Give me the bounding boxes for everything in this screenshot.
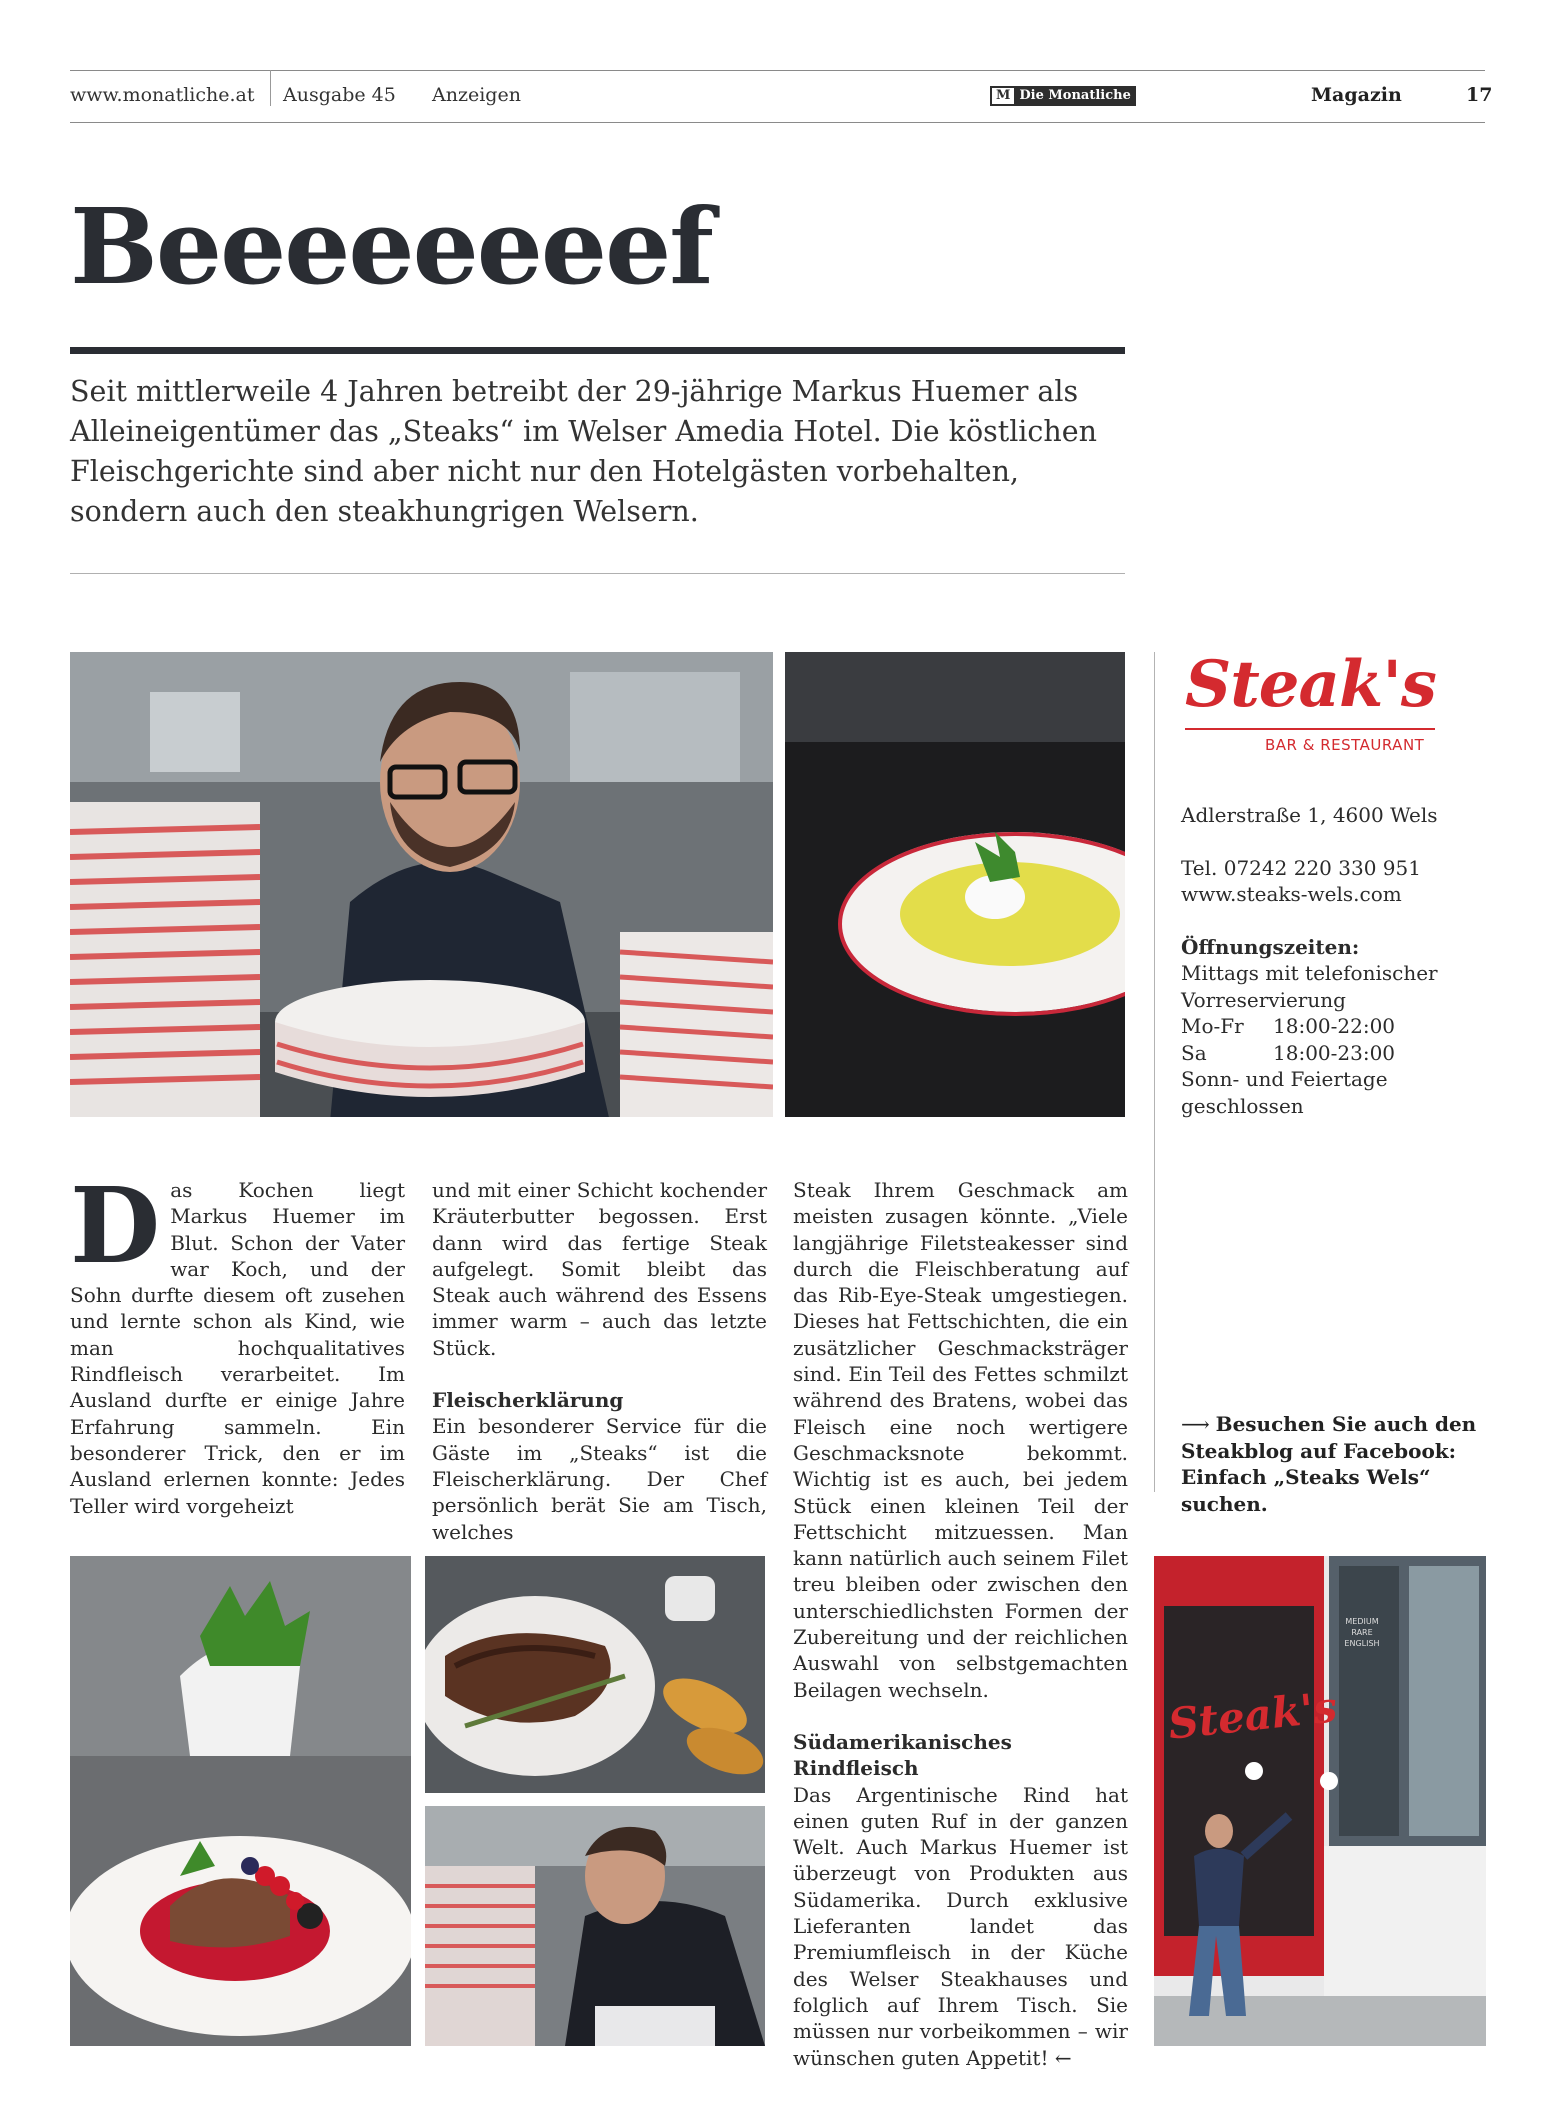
title-rule: [70, 347, 1125, 354]
subheading-fleischerklaerung: Fleischerklärung: [432, 1388, 624, 1413]
header-bottom-rule: [70, 122, 1485, 123]
col1-text: as Kochen liegt Markus Huemer im Blut. Schon der Vater war Koch, und der Sohn durfte diesem oft zusehen und lernte schon als Kind, wie man hochqualitatives Rindfleisch verarbeitet. Im Ausland durfte er einige Jahre Erfahrung sammeln. Ein besonderer Trick, den er im Ausland erlernen konnte: Jedes Teller wird vorgeheizt: [70, 1178, 405, 1518]
photo-storefront: [1154, 1556, 1486, 2046]
sidebar-divider: [1154, 652, 1155, 1492]
storefront-menu: MEDIUM RARE ENGLISH: [1344, 1617, 1380, 1648]
hours-row: [1181, 1013, 1451, 1040]
facebook-note: [1181, 1411, 1521, 1517]
col3-text: Steak Ihrem Geschmack am meisten zusagen könnte. „Viele langjährige Filetsteakesser sind durch die Fleischberatung auf das Rib-Eye-Steak umgestiegen. Dieses hat Fettschichten, die ein zusätzlicher Geschmacksträger sind. Ein Teil des Fettes schmilzt während des Bratens, wobei das Fleisch eine noch wertigere Geschmacksnote bekommt. Wichtig ist es auch, bei jedem Stück einen kleinen Teil der Fettschicht mitzuessen. Man kann natürlich auch seinem Filet treu bleiben oder zwischen den unterschiedlichsten Formen der Zubereitung und der reichlichen Auswahl von selbstgemachten Beilagen wechseln.: [793, 1178, 1128, 1702]
subheading-suedamerika: Südamerikanisches Rindfleisch: [793, 1729, 1012, 1781]
publication-logo: [990, 86, 1136, 106]
col2-text: und mit einer Schicht kochender Kräuterbutter begossen. Erst dann wird das fertige Steak aufgelegt. Somit bleibt das Steak auch während des Essens immer warm – auch das letzte Stück.: [432, 1178, 767, 1360]
hours-time: 18:00-22:00: [1273, 1014, 1396, 1038]
article-column-1: [70, 1164, 405, 1519]
hours-day: Sa: [1181, 1040, 1207, 1065]
facebook-text: Besuchen Sie auch den Steakblog auf Facebook: Einfach „Steaks Wels“ suchen.: [1181, 1412, 1477, 1516]
hours-time: 18:00-23:00: [1273, 1040, 1396, 1065]
drop-cap: D: [70, 1164, 161, 1287]
section-label: Magazin: [1311, 84, 1402, 106]
steaks-logo-underline: [1185, 728, 1435, 730]
hours-heading: Öffnungszeiten:: [1181, 934, 1360, 959]
issue-label: Ausgabe 45: [283, 84, 396, 106]
photo-soup: [785, 652, 1125, 1117]
photo-chef-kitchen: [425, 1806, 765, 2046]
header-top-rule: [70, 70, 1485, 71]
photo-dessert: [70, 1556, 411, 2046]
hours-day: Mo-Fr: [1181, 1014, 1244, 1038]
hours-row: [1181, 1040, 1451, 1067]
photo-steak: [425, 1556, 765, 1793]
photo-chef-plates: [70, 652, 773, 1117]
article-lead: Seit mittlerweile 4 Jahren betreibt der 29-jährige Markus Huemer als Alleineigentümer das „Steaks“ im Welser Amedia Hotel. Die köstlichen Fleischgerichte sind aber nicht nur den Hotelgästen vorbehalten, sondern auch den steakhungrigen Welsern.: [70, 375, 1097, 528]
website-link[interactable]: www.monatliche.at: [70, 84, 255, 106]
steaks-logo: [1185, 647, 1445, 760]
article-column-2: [432, 1177, 767, 1545]
address: Adlerstraße 1, 4600 Wels: [1181, 803, 1438, 827]
article-column-3: [793, 1177, 1128, 2071]
hours-note: Mittags mit telefonischer Vorreservierung: [1181, 961, 1438, 1012]
col3-text2: Das Argentinische Rind hat einen guten Ruf in der ganzen Welt. Auch Markus Huemer ist überzeugt von Produkten aus Südamerika. Durch exklusive Lieferanten landet das Premiumfleisch in der Küche des Welser Steakhauses und folglich auf Ihrem Tisch. Sie müssen nur vorbeikommen – wir wünschen guten Appetit! ←: [793, 1782, 1128, 2070]
header-divider: [270, 70, 271, 106]
article-title: Beeeeeeeef: [70, 185, 712, 308]
logo-m: M: [992, 88, 1014, 104]
phone[interactable]: Tel. 07242 220 330 951: [1181, 855, 1421, 880]
storefront-sign: Steak's: [1165, 1682, 1340, 1749]
steaks-logo-script: Steak's: [1185, 647, 1436, 722]
website[interactable]: www.steaks-wels.com: [1181, 882, 1402, 906]
steaks-logo-sub: BAR & RESTAURANT: [1265, 736, 1425, 754]
closed-note: Sonn- und Feiertage geschlossen: [1181, 1067, 1388, 1118]
arrow-right-icon: ⟶: [1181, 1412, 1210, 1436]
logo-text: Die Monatliche: [1019, 88, 1131, 103]
col2-text2: Ein besonderer Service für die Gäste im „Steaks“ ist die Fleischerklärung. Der Chef persönlich berät Sie am Tisch, welches: [432, 1414, 767, 1544]
lead-rule: [70, 573, 1125, 574]
ads-label: Anzeigen: [432, 84, 521, 106]
contact-info: [1181, 802, 1451, 1119]
page-number: 17: [1466, 84, 1493, 106]
